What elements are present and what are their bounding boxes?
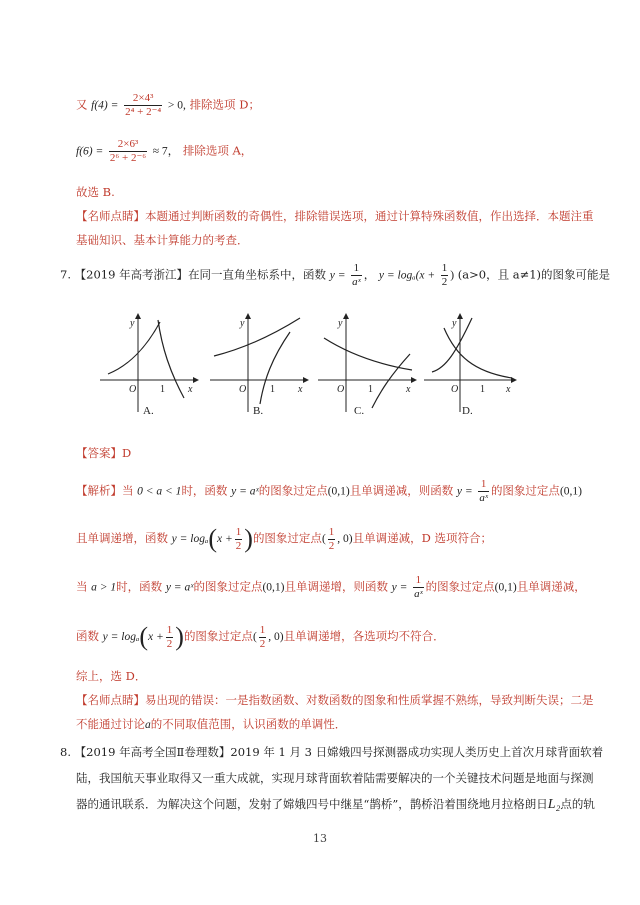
tip1-line-a [76,208,594,224]
analysis-p4-pt-frac [259,624,267,651]
analysis-p3-d: 且单调递增，则函数 [284,579,388,594]
option-a-one: 1 [160,384,165,395]
analysis-p3-frac-den: aˣ [414,588,423,600]
option-c-one: 1 [368,384,373,395]
option-c-graph [318,314,416,417]
analysis-p2-b: 的图象过定点 [252,531,322,545]
option-d-one: 1 [480,384,485,395]
analysis-p1-pt2: (0,1) [559,485,582,498]
option-a-curve-1 [108,322,160,374]
analysis-p1-frac [478,478,489,505]
analysis-p2-c: 且单调递减，D 选项符合； [352,531,492,545]
q7-comma: ， [363,267,376,282]
f6-numerator: 2×6³ [109,138,147,152]
option-b-curve-2 [260,332,290,404]
analysis-p4-a: 函数 [76,629,99,643]
q7-frac1 [351,262,362,289]
option-d-x-label: x [506,384,511,395]
tip2-tag: 【名师点睛】 [76,693,145,707]
option-b-x-label: x [298,384,303,395]
analysis-p2-frac-den: 2 [235,539,242,552]
option-d-origin: O [451,384,459,395]
f4-line [76,92,260,119]
tip2-text-b-post: 的不同取值范围，认识函数的单调性． [150,717,347,731]
option-b-one: 1 [270,384,275,395]
tip1-text-a: 本题通过判断函数的奇偶性，排除错误选项，通过计算特殊函数值，作出选择．本题注重 [145,209,594,223]
answer-value: D [122,446,132,460]
analysis-p1-func: y = aˣ [231,485,259,498]
q7-frac1-den: aˣ [352,276,361,288]
analysis-p2-lparen: ( [208,524,218,553]
q8-text-3a: 器的通讯联系．为解决这个问题，发射了嫦娥四号中继星“鹊桥”，鹊桥沿着围绕地月拉格朗日 [76,797,548,811]
q8-number: 8. [60,745,71,759]
analysis-p1-cond: 0 < a < 1 [137,485,182,498]
analysis-p3-pt2: (0,1) [494,581,517,594]
option-c-curve-1 [324,338,412,370]
analysis-p3-frac-num: 1 [413,574,424,588]
f4-denominator: 2⁴ + 2⁻⁴ [125,106,162,118]
q7-frac2-den: 2 [441,276,448,288]
q7-source: 【2019 年高考浙江】 [74,267,189,282]
analysis-p4-frac [166,624,174,651]
q8-l2-var: L₂ [547,797,561,812]
f6-lhs: f(6) = [76,145,104,158]
analysis-line-3 [76,574,586,601]
analysis-p4-pt-open: ( [252,631,257,643]
q8-line-1 [60,744,603,760]
tip2-text-a: 易出现的错误：一是指数函数、对数函数的图象和性质掌握不熟练，导致判断失误；二是 [145,693,594,707]
analysis-p1-frac-den: aˣ [479,492,488,504]
analysis-p3-a: 当 [76,579,88,594]
analysis-p3-c: 的图象过定点 [193,579,263,594]
analysis-line-2 [76,524,492,554]
option-c-x-label: x [406,384,411,395]
q7-graph-options [98,308,518,420]
analysis-p2-func: y = logₐ [171,533,209,545]
analysis-p1-b: 时，函数 [181,483,228,498]
analysis-p2-pt-frac [328,526,336,553]
analysis-p2-frac-num: 1 [235,525,242,538]
choose-b: 故选 B. [76,185,115,199]
option-b-graph [210,314,308,417]
q7-y-eq: y = [329,269,346,282]
option-d-y-label: y [452,318,457,329]
tip1-tag: 【名师点睛】 [76,209,145,223]
q7-stem [60,262,610,289]
f6-line [76,138,252,165]
q7-graphs-svg [98,308,518,420]
analysis-conclude: 综上，选 D． [76,669,147,683]
f4-lhs: f(4) = [91,99,119,112]
f4-numerator: 2×4³ [124,92,162,106]
analysis-p4-c: 且单调递增，各选项均不符合． [283,629,445,643]
analysis-p3-b: 时，函数 [116,579,163,594]
analysis-p3-pt: (0,1) [262,581,285,594]
q8-text-3b: 点的轨 [560,797,595,811]
option-b-label: B. [253,405,264,417]
analysis-p4-lparen: ( [139,622,149,651]
analysis-p2-pt-den: 2 [328,539,335,552]
analysis-p2-frac [235,526,243,553]
f4-prefix: 又 [76,97,88,112]
analysis-p4-pt-den: 2 [259,637,266,650]
answer-line [76,445,131,461]
q7-frac2-num: 1 [441,262,448,274]
q8-line-3 [76,796,595,813]
analysis-p4-pt-num: 1 [259,623,266,636]
f4-fraction [124,92,162,119]
option-b-y-label: y [240,318,245,329]
analysis-p2-pt-num: 1 [328,525,335,538]
page-number: 13 [313,832,327,845]
analysis-p4-frac-den: 2 [166,637,173,650]
analysis-p2-pt-close: , 0) [337,533,353,545]
q8-source: 【2019 年高考全国Ⅱ卷理数】 [74,745,231,759]
f6-denominator: 2⁶ + 2⁻⁶ [109,152,147,164]
tip2-text-b-pre: 不能通过讨论 [76,717,145,731]
f6-relation: ≈ 7， [152,145,180,158]
analysis-p1-d: 且单调递减，则函数 [349,483,454,498]
analysis-p4-b: 的图象过定点 [183,629,253,643]
q7-condition: (a>0，且 a≠1)的图象可能是 [457,267,611,282]
f6-note: 排除选项 A， [182,143,253,158]
analysis-p2-a: 且单调递增，函数 [76,531,168,545]
tip2-text-b-var: a [145,719,151,731]
analysis-p2-pt-open: ( [321,533,326,545]
option-a-x-label: x [188,384,193,395]
tip2-line-a [76,692,594,708]
analysis-p4-x: x + [148,631,164,643]
q7-number: 7. [60,267,71,282]
option-c-label: C. [354,405,365,417]
q7-frac1-num: 1 [351,262,362,276]
f4-relation: > 0, [167,99,186,112]
option-a-graph [100,314,198,417]
q7-stem-text: 在同一直角坐标系中，函数 [188,267,327,282]
f4-note: 排除选项 D； [189,97,260,112]
option-a-origin: O [129,384,137,395]
answer-tag: 【答案】 [76,446,122,460]
analysis-p3-e: 的图象过定点 [425,579,495,594]
analysis-p1-y: y = [456,485,473,498]
q8-line-2: 陆，我国航天事业取得又一重大成就，实现月球背面软着陆需要解决的一个关键技术问题是地面与探测 [76,771,594,785]
option-d-graph [424,314,516,417]
analysis-p4-rparen: ) [175,622,184,651]
option-a-label: A. [143,405,154,417]
analysis-p2-rparen: ) [244,524,253,553]
option-a-y-label: y [130,318,135,329]
tip2-line-b [76,716,346,732]
q7-log-expr: y = logₐ(x + [378,269,436,282]
analysis-line-4 [76,622,445,652]
analysis-p2-x: x + [217,533,233,545]
analysis-p1-a: 当 [122,483,134,498]
analysis-tag: 【解析】 [76,483,122,498]
analysis-p1-frac-num: 1 [478,478,489,492]
analysis-p4-func: y = logₐ [102,631,140,643]
q7-log-close: ) [450,269,455,282]
analysis-p3-f: 且单调递减， [516,579,586,594]
option-c-origin: O [337,384,345,395]
analysis-p1-c: 的图象过定点 [258,483,328,498]
analysis-line-1 [76,478,582,505]
option-d-curve-1 [444,328,512,378]
analysis-p3-cond: a > 1 [91,581,117,594]
analysis-p3-func: y = aˣ [165,581,194,594]
analysis-p3-frac [413,574,424,601]
analysis-p3-y: y = [391,581,408,594]
tip1-line-b: 基础知识、基本计算能力的考查． [76,233,249,247]
q8-text-1: 2019 年 1 月 3 日嫦娥四号探测器成功实现人类历史上首次月球背面软着 [230,745,604,759]
analysis-p4-pt-close: , 0) [268,631,284,643]
q7-frac2 [441,262,449,289]
option-b-origin: O [239,384,247,395]
analysis-p1-e: 的图象过定点 [490,483,560,498]
option-c-y-label: y [338,318,343,329]
option-d-label: D. [462,405,473,417]
analysis-p4-frac-num: 1 [166,623,173,636]
f6-fraction [109,138,147,165]
analysis-p1-pt: (0,1) [327,485,350,498]
